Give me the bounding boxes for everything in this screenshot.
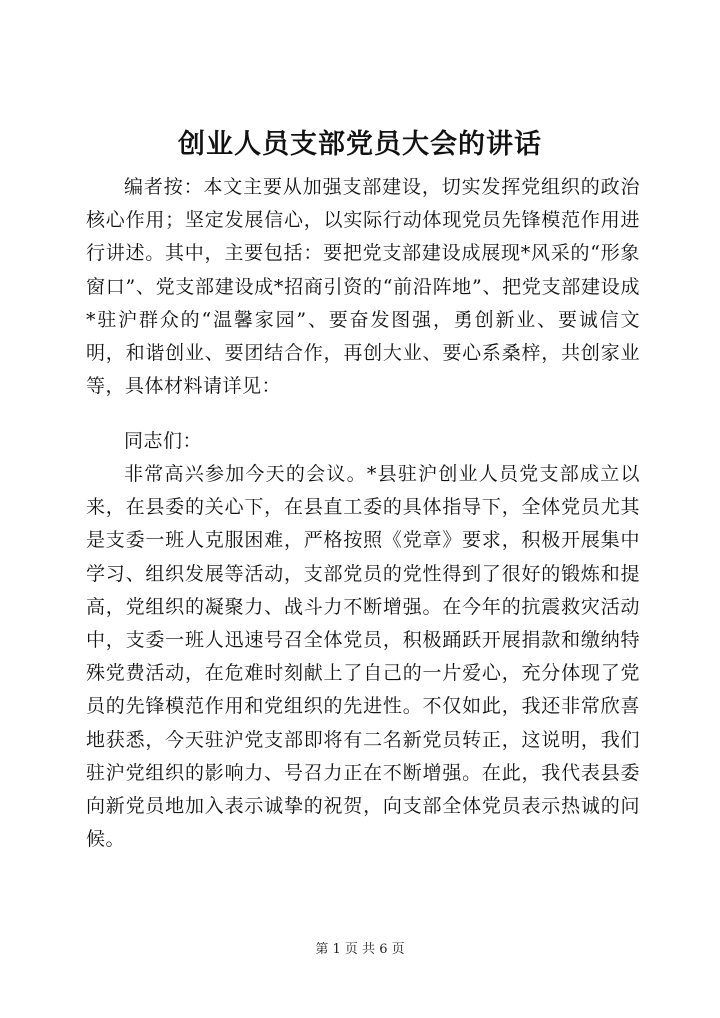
- document-title: 创业人员支部党员大会的讲话: [178, 129, 542, 160]
- speech-paragraph: 非常高兴参加今天的会议。*县驻沪创业人员党支部成立以来，在县委的关心下，在县直工委的具体指导下，全体党员尤其是支委一班人克服困难，严格按照《党章》要求，积极开展集中学习、组织发展等活动，支部党员的党性得到了很好的锻炼和提高，党组织的凝聚力、战斗力不断增强。在今年的抗震救灾活动中，支委一班人迅速号召全体党员，积极踊跃开展捐款和缴纳特殊党费活动，在危难时刻献上了自己的一片爱心，充分体现了党员的先锋模范作用和党组织的先进性。不仅如此，我还非常欣喜地获悉，今天驻沪党支部即将有二名新党员转正，这说明，我们驻沪党组织的影响力、号召力正在不断增强。在此，我代表县委向新党员地加入表示诚挚的祝贺，向支部全体党员表示热诚的问候。: [86, 463, 640, 851]
- greeting-paragraph: 同志们：: [124, 430, 203, 452]
- editor-note-paragraph: 编者按：本文主要从加强支部建设，切实发挥党组织的政治核心作用；坚定发展信心，以实际行动体现党员先锋模范作用进行讲述。其中，主要包括：要把党支部建设成展现*风采的“形象窗口”、党支部建设成*招商引资的“前沿阵地”、把党支部建设成*驻沪群众的“温馨家园”、要奋发图强，勇创新业、要诚信文明，和谐创业、要团结合作，再创大业、要心系桑梓，共创家业等，具体材料请详见：: [86, 176, 640, 398]
- page-number-footer: 第 1 页 共 6 页: [315, 942, 405, 957]
